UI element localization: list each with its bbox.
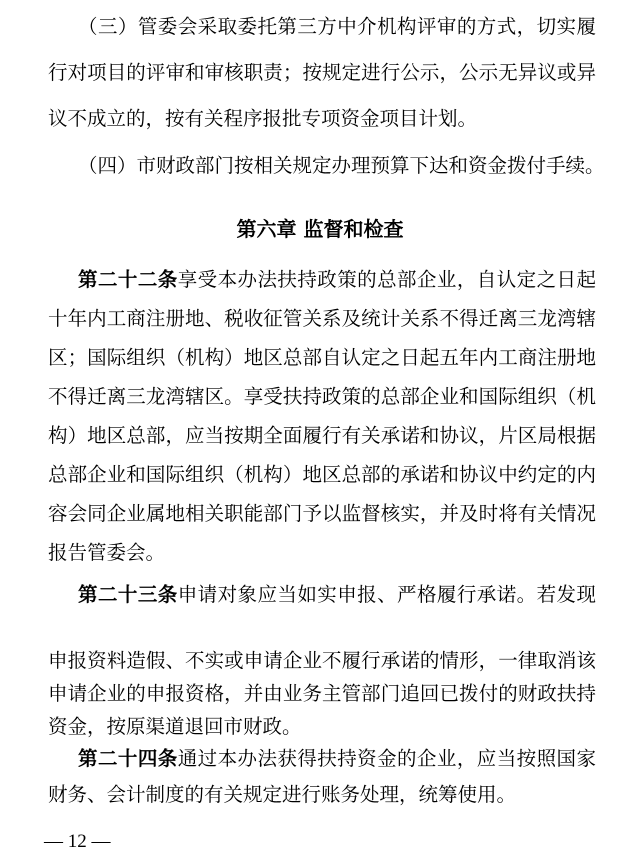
- paragraph-3-line-1: （三）管委会采取委托第三方中介机构评审的方式，切实履: [78, 15, 596, 38]
- article-23-line-2: 申报资料造假、不实或申请企业不履行承诺的情形，一律取消该: [48, 649, 596, 672]
- article-22-line-1: [78, 265, 596, 295]
- article-22-line-8: 报告管委会。: [48, 541, 166, 564]
- paragraph-3-line-3: 议不成立的，按有关程序报批专项资金项目计划。: [48, 107, 478, 130]
- article-24-line-1: [78, 744, 596, 774]
- article-23-line-1: [78, 580, 596, 610]
- article-22-line-4: 不得迁离三龙湾辖区。享受扶持政策的总部企业和国际组织（机: [48, 385, 596, 408]
- article-24-heading: 第二十四条: [78, 747, 178, 770]
- article-23-text: 申请对象应当如实申报、严格履行承诺。若发现: [177, 583, 596, 606]
- article-22-line-6: 总部企业和国际组织（机构）地区总部的承诺和协议中约定的内: [48, 463, 596, 486]
- chapter-title: 第六章 监督和检查: [236, 217, 404, 241]
- article-23-heading: 第二十三条: [78, 583, 178, 606]
- article-22-line-7: 容会同企业属地相关职能部门予以监督核实，并及时将有关情况: [48, 502, 596, 525]
- article-23-line-4: 资金，按原渠道退回市财政。: [48, 715, 302, 738]
- article-24-line-2: 财务、会计制度的有关规定进行账务处理，统筹使用。: [48, 783, 517, 806]
- paragraph-3-line-2: 行对项目的评审和审核职责；按规定进行公示，公示无异议或异: [48, 61, 596, 84]
- article-22-line-3: 区；国际组织（机构）地区总部自认定之日起五年内工商注册地: [48, 346, 596, 369]
- article-22-heading: 第二十二条: [78, 268, 178, 291]
- page-number: — 12 —: [44, 831, 111, 852]
- article-22-text: 享受本办法扶持政策的总部企业，自认定之日起: [177, 268, 596, 291]
- article-22-line-5: 构）地区总部，应当按期全面履行有关承诺和协议，片区局根据: [48, 424, 596, 447]
- paragraph-4-line-1: （四）市财政部门按相关规定办理预算下达和资金拨付手续。: [78, 154, 605, 177]
- article-22-line-2: 十年内工商注册地、税收征管关系及统计关系不得迁离三龙湾辖: [48, 307, 596, 330]
- article-23-line-3: 申请企业的申报资格，并由业务主管部门追回已拨付的财政扶持: [48, 682, 596, 705]
- article-24-text: 通过本办法获得扶持资金的企业，应当按照国家: [177, 747, 596, 770]
